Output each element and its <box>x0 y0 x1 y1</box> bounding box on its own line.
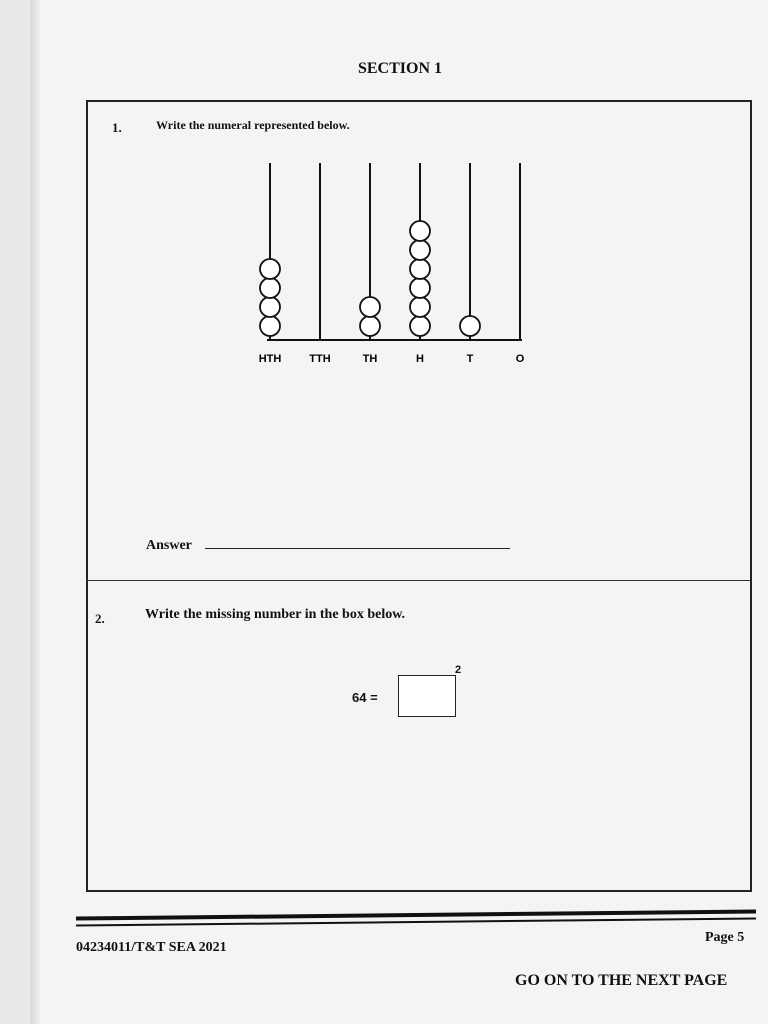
abacus-label-th: TH <box>362 353 378 365</box>
abacus-bead <box>360 297 380 317</box>
q1-text: Write the numeral represented below. <box>156 118 350 132</box>
abacus-bead <box>260 297 280 317</box>
q2-answer-box[interactable] <box>398 675 456 717</box>
q2-number: 2. <box>95 611 105 626</box>
abacus-labels <box>259 353 525 365</box>
abacus-bead <box>410 240 430 260</box>
abacus-bead <box>260 316 280 336</box>
abacus-bead <box>360 316 380 336</box>
q1-answer-line[interactable] <box>205 548 510 549</box>
page-fold <box>30 0 40 1024</box>
abacus-bead <box>260 278 280 298</box>
abacus-bead <box>410 259 430 279</box>
q2-text: Write the missing number in the box below. <box>145 607 406 622</box>
facing-page-edge <box>0 0 40 1024</box>
abacus-bead <box>410 316 430 336</box>
abacus-bead <box>410 221 430 241</box>
abacus-label-o: O <box>515 353 525 365</box>
abacus-rods <box>260 163 520 340</box>
abacus-label-t: T <box>466 353 474 365</box>
q2-equation-lhs: 64 = <box>352 690 378 705</box>
abacus-label-h: H <box>416 353 424 365</box>
abacus-bead <box>410 278 430 298</box>
section-title: SECTION 1 <box>357 60 443 77</box>
footer-exam-code: 04234011/T&T SEA 2021 <box>76 940 227 955</box>
q1-number: 1. <box>112 120 122 135</box>
abacus-bead <box>260 259 280 279</box>
question-divider <box>86 580 750 581</box>
footer-next-page: GO ON TO THE NEXT PAGE <box>515 972 728 989</box>
footer-page-number: Page 5 <box>705 930 745 945</box>
q1-answer-label: Answer <box>146 538 192 553</box>
abacus-diagram <box>250 155 540 385</box>
q2-exponent: 2 <box>455 664 462 676</box>
abacus-bead <box>460 316 480 336</box>
abacus-label-hth: HTH <box>258 353 282 365</box>
abacus-bead <box>410 297 430 317</box>
abacus-label-tth: TTH <box>309 353 331 365</box>
